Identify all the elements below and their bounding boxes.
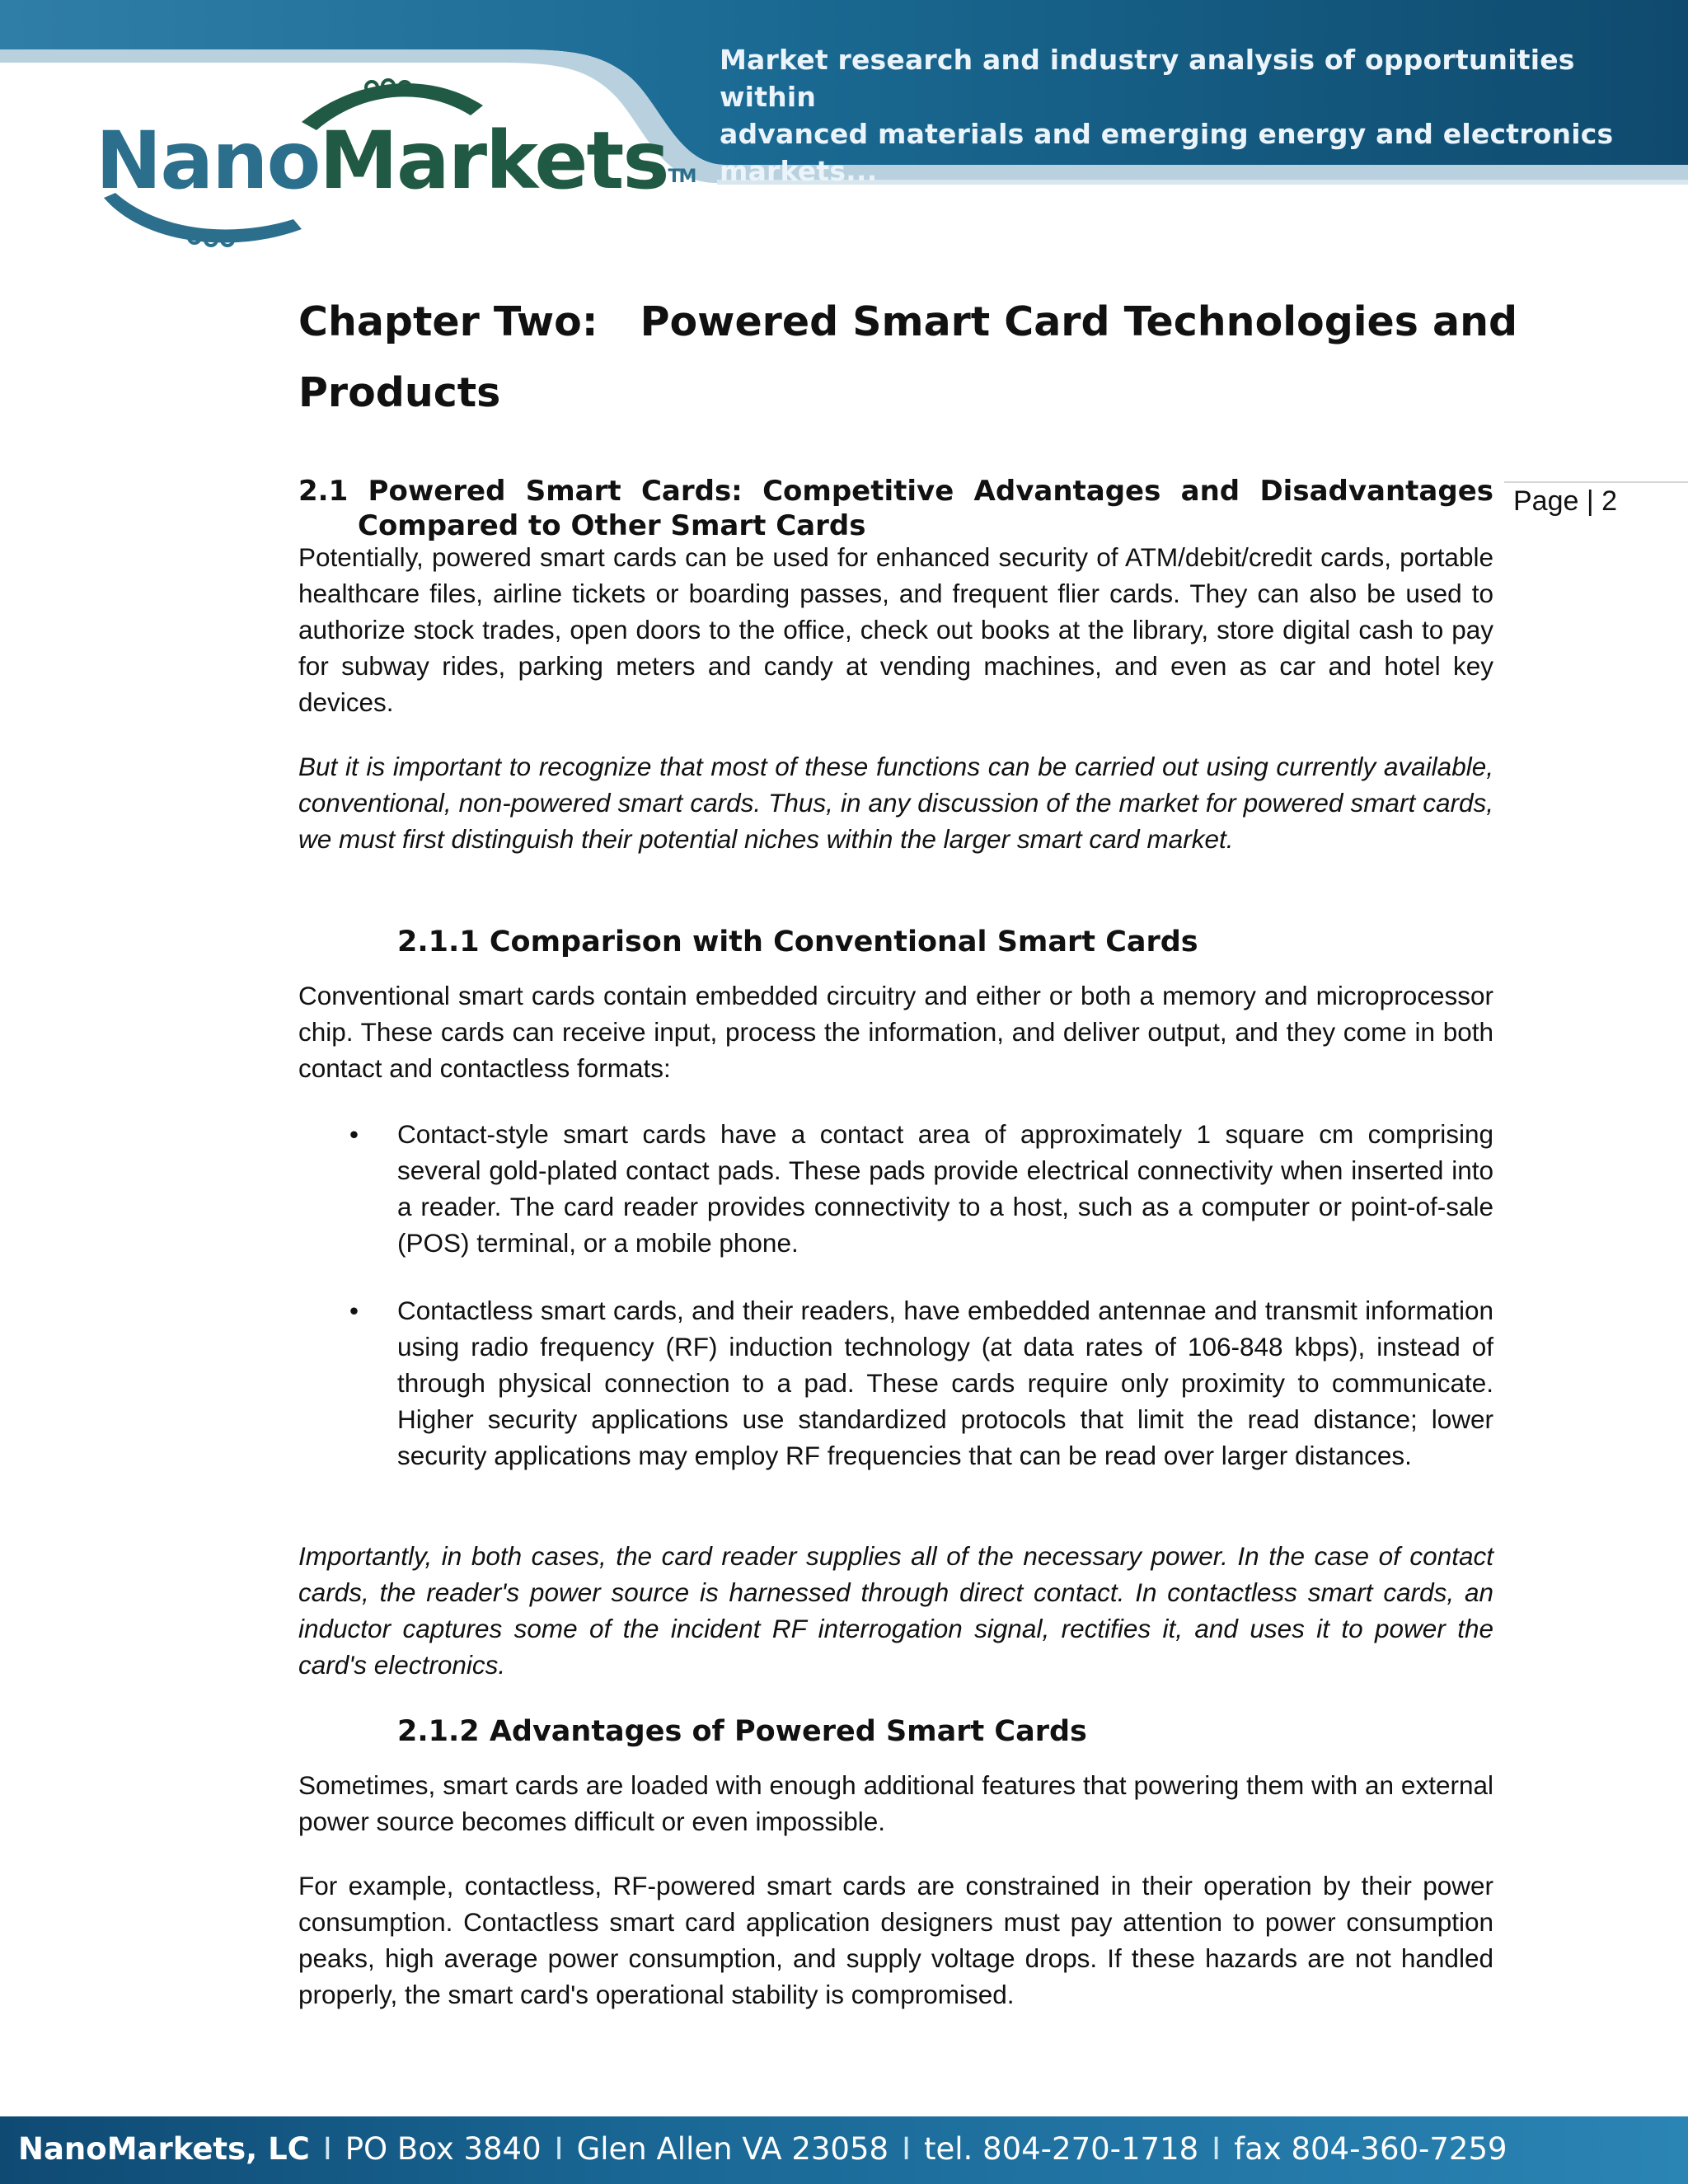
header-tagline: [720, 41, 1667, 190]
chapter-title-line-1: Chapter Two: Powered Smart Card Technologies and: [298, 298, 1518, 345]
section-2-1-1-paragraph-1: Conventional smart cards contain embedded circuitry and either or both a memory and microprocessor chip. These cards can receive input, process the information, and deliver output, and they come in both contact and contactless formats:: [298, 981, 1493, 1083]
footer-tel: tel. 804-270-1718: [923, 2131, 1199, 2167]
footer-contact: [18, 2125, 1683, 2174]
page-number: Page | 2: [1513, 485, 1618, 517]
bullet-text-contactless: Contactless smart cards, and their readers, have embedded antennae and transmit information using radio frequency (RF) induction technology (at data rates of 106-848 kbps), instead of through physical connection to a pad. These cards require only proximity to communicate. Higher security applications use standardized protocols that limit the read distance; lower security applications may employ RF frequencies that can be read over larger distances.: [397, 1296, 1493, 1470]
nanomarkets-logo: [96, 73, 696, 262]
page-number-rule: [1504, 481, 1688, 483]
bullet-dot-icon: •: [349, 1119, 359, 1149]
footer-separator: I: [1212, 2131, 1221, 2167]
footer-separator: I: [554, 2131, 564, 2167]
section-2-1-2-paragraph-1: Sometimes, smart cards are loaded with enough additional features that powering them with an external power source becomes difficult or even impossible.: [298, 1770, 1493, 1836]
footer-separator: I: [902, 2131, 911, 2167]
footer-po-box: PO Box 3840: [345, 2131, 542, 2167]
section-heading-2-1: 2.1 Powered Smart Cards: Competitive Advantages and Disadvantages Compared to Other Smart Cards: [298, 475, 1493, 542]
footer-company: NanoMarkets, LC: [18, 2131, 310, 2167]
bullet-text-contact: Contact-style smart cards have a contact area of approximately 1 square cm comprising several gold-plated contact pads. These pads provide electrical connectivity when inserted into a reader. The card reader provides connectivity to a host, such as a computer or point-of-sale (POS) terminal, or a mobile phone.: [397, 1119, 1493, 1258]
section-2-1-1-paragraph-2: Importantly, in both cases, the card reader supplies all of the necessary power. In the case of contact cards, the reader's power source is harnessed through direct contact. In contactless smart cards, an inductor captures some of the incident RF interrogation signal, rectifies it, and uses it to power the card's electronics.: [298, 1541, 1493, 1680]
logo-markets: Markets: [319, 115, 668, 207]
logo-wordmark: [96, 115, 695, 206]
section-heading-2-1-1: 2.1.1 Comparison with Conventional Smart Cards: [397, 926, 1198, 958]
logo-trademark: TM: [668, 166, 696, 187]
logo-nano: Nano: [96, 115, 320, 207]
tagline-line-2: advanced materials and emerging energy and electronics markets...: [720, 118, 1614, 187]
section-2-1-paragraph-1: Potentially, powered smart cards can be used for enhanced security of ATM/debit/credit cards, portable healthcare files, airline tickets or boarding passes, and frequent flier cards. They can also be used to authorize stock trades, open doors to the office, check out books at the library, store digital cash to pay for subway rides, parking meters and candy at vending machines, and even as car and hotel key devices.: [298, 542, 1493, 717]
chapter-title: [298, 287, 1518, 429]
bullet-dot-icon: •: [349, 1296, 359, 1325]
footer-separator: I: [322, 2131, 332, 2167]
section-2-1-paragraph-2: But it is important to recognize that most of these functions can be carried out using currently available, conventional, non-powered smart cards. Thus, in any discussion of the market for powered smart cards, we must first distinguish their potential niches within the larger smart card market.: [298, 752, 1493, 854]
chapter-title-line-2: Products: [298, 369, 501, 416]
section-heading-2-1-2: 2.1.2 Advantages of Powered Smart Cards: [397, 1715, 1087, 1748]
tagline-line-1: Market research and industry analysis of opportunities within: [720, 44, 1575, 113]
footer-city: Glen Allen VA 23058: [576, 2131, 889, 2167]
footer-fax: fax 804-360-7259: [1234, 2131, 1507, 2167]
section-2-1-2-paragraph-2: For example, contactless, RF-powered smart cards are constrained in their operation by their power consumption. Contactless smart card application designers must pay attention to power consumption peaks, high average power consumption, and supply voltage drops. If these hazards are not handled properly, the smart card's operational stability is compromised.: [298, 1871, 1493, 2009]
